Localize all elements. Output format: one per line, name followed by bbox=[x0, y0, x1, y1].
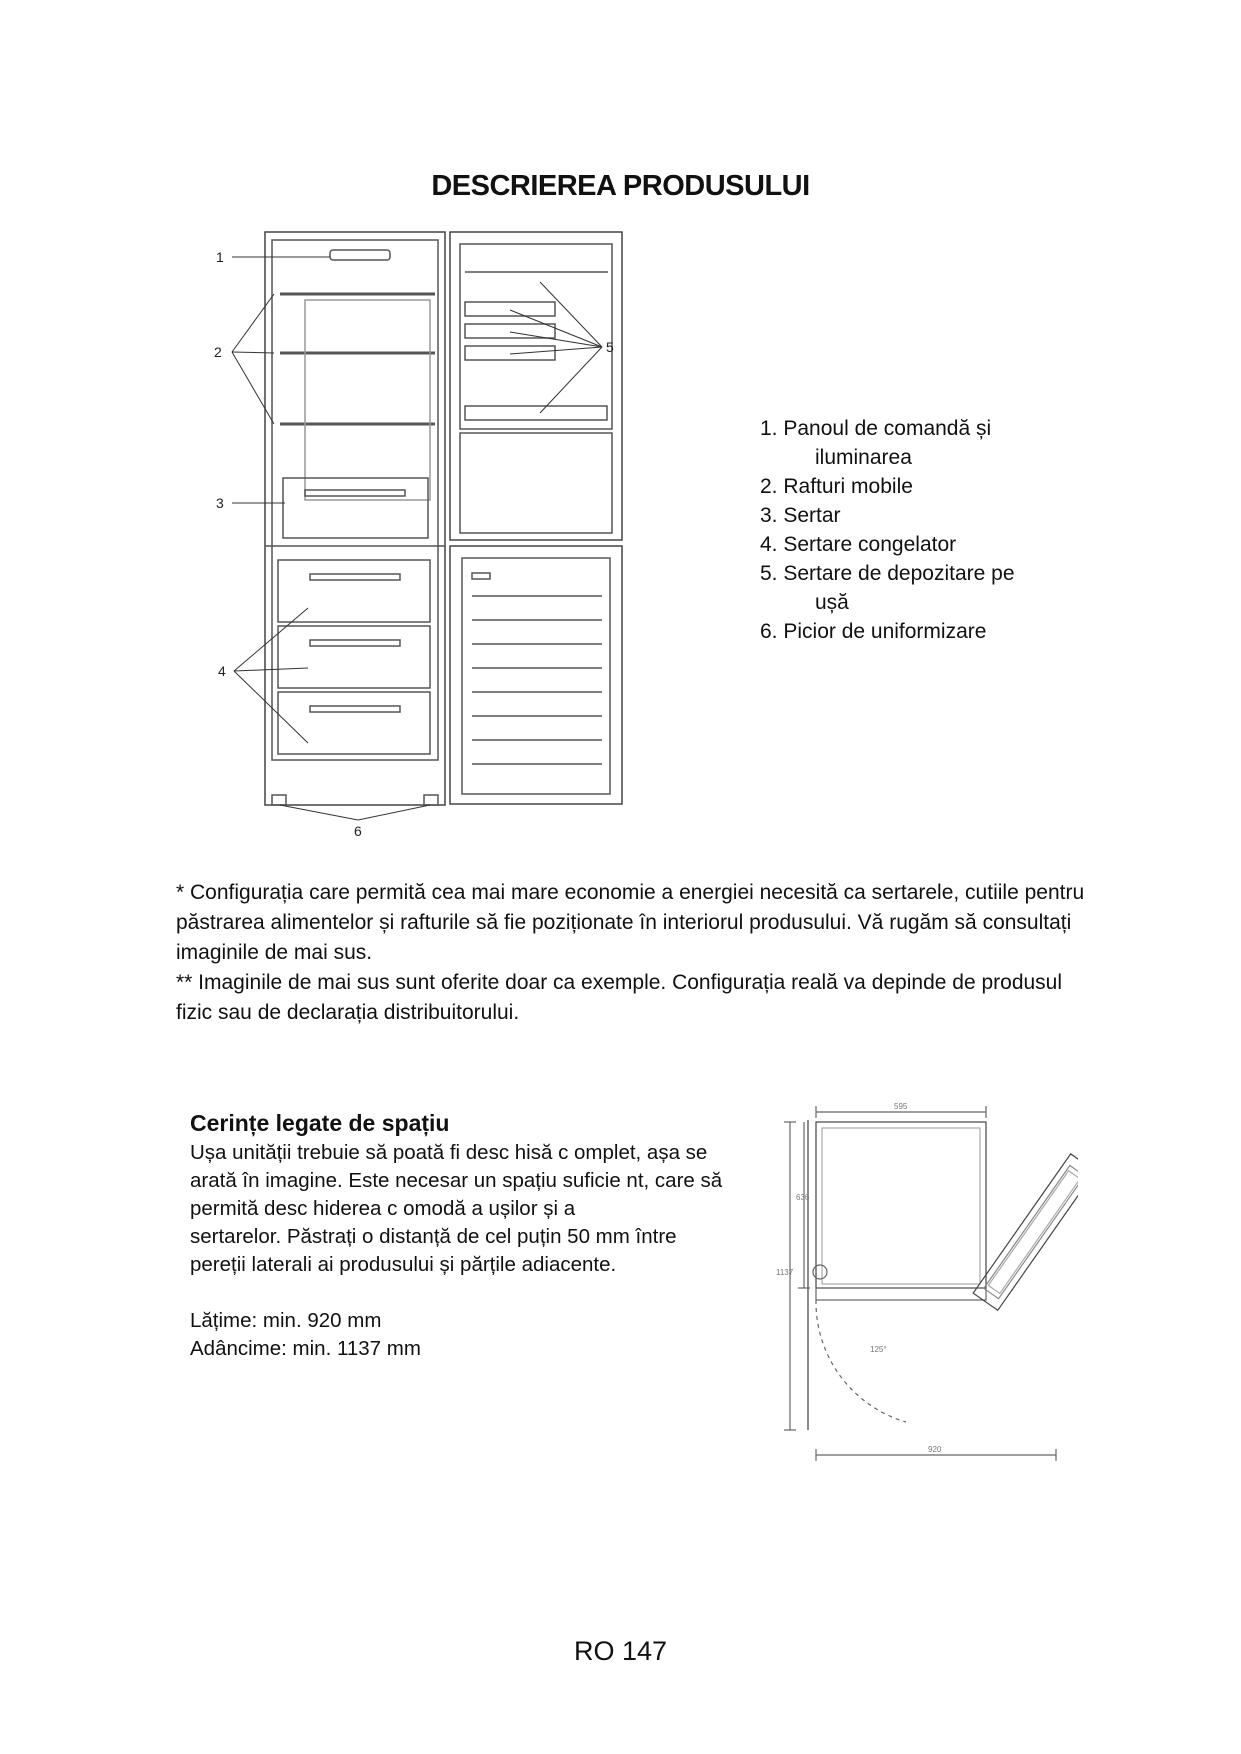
legend-item: 2. Rafturi mobile bbox=[760, 475, 913, 498]
page-number: RO 147 bbox=[573, 1636, 668, 1666]
legend-item: 4. Sertare congelator bbox=[760, 533, 957, 556]
space-requirements bbox=[190, 1110, 750, 1363]
depth-requirement: Adâncime: min. 1137 mm bbox=[190, 1337, 421, 1360]
note-energy: * Configurația care permită cea mai mare economie a energiei necesită ca sertarele, cutiile pentru păstrarea alimentelor și rafturile să fie poziționate în interiorul produsului. Vă rugăm să consultați imaginile de mai sus. bbox=[176, 881, 1085, 964]
notes bbox=[176, 878, 1096, 1028]
space-line: Ușa unității trebuie să poată fi desc hisă c omplet, așa se bbox=[190, 1141, 708, 1164]
parts-legend bbox=[760, 414, 1015, 646]
plan-dim-bottom: 920 bbox=[928, 1445, 942, 1454]
plan-dim-angle: 125° bbox=[870, 1345, 887, 1354]
plan-dim-left-total: 1137 bbox=[776, 1268, 794, 1277]
legend-item: 3. Sertar bbox=[760, 504, 841, 527]
space-line: arată în imagine. Este necesar un spațiu suficie nt, care să bbox=[190, 1169, 723, 1192]
space-heading: Cerințe legate de spațiu bbox=[190, 1110, 450, 1136]
legend-item: 5. Sertare de depozitare pe bbox=[760, 562, 1015, 585]
callout-2: 2 bbox=[214, 344, 222, 360]
callout-5: 5 bbox=[606, 339, 614, 355]
callout-4: 4 bbox=[218, 663, 226, 679]
legend-item: 1. Panoul de comandă și bbox=[760, 417, 992, 440]
callout-1: 1 bbox=[216, 249, 224, 265]
legend-item: 6. Picior de uniformizare bbox=[760, 620, 987, 643]
plan-dim-top: 595 bbox=[894, 1102, 908, 1111]
callout-6: 6 bbox=[354, 823, 362, 839]
width-requirement: Lățime: min. 920 mm bbox=[190, 1309, 382, 1332]
dimensions bbox=[190, 1307, 750, 1363]
plan-dim-left-upper: 636 bbox=[796, 1193, 810, 1202]
space-line: sertarelor. Păstrați o distanță de cel puțin 50 mm între bbox=[190, 1225, 677, 1248]
space-line: pereții laterali ai produsului și părțile adiacente. bbox=[190, 1253, 617, 1276]
note-images: ** Imaginile de mai sus sunt oferite doar ca exemple. Configurația reală va depinde de produsul fizic sau de declarația distribuitorului. bbox=[176, 971, 1063, 1024]
page-title: DESCRIEREA PRODUSULUI bbox=[431, 170, 810, 202]
callout-3: 3 bbox=[216, 495, 224, 511]
installation-plan-diagram bbox=[768, 1100, 1078, 1480]
fridge-diagram bbox=[210, 228, 630, 848]
space-line: permită desc hiderea c omodă a ușilor și a bbox=[190, 1197, 576, 1220]
legend-item-continuation: iluminarea bbox=[815, 446, 912, 469]
space-body bbox=[190, 1139, 750, 1279]
legend-item-continuation: ușă bbox=[815, 591, 849, 614]
